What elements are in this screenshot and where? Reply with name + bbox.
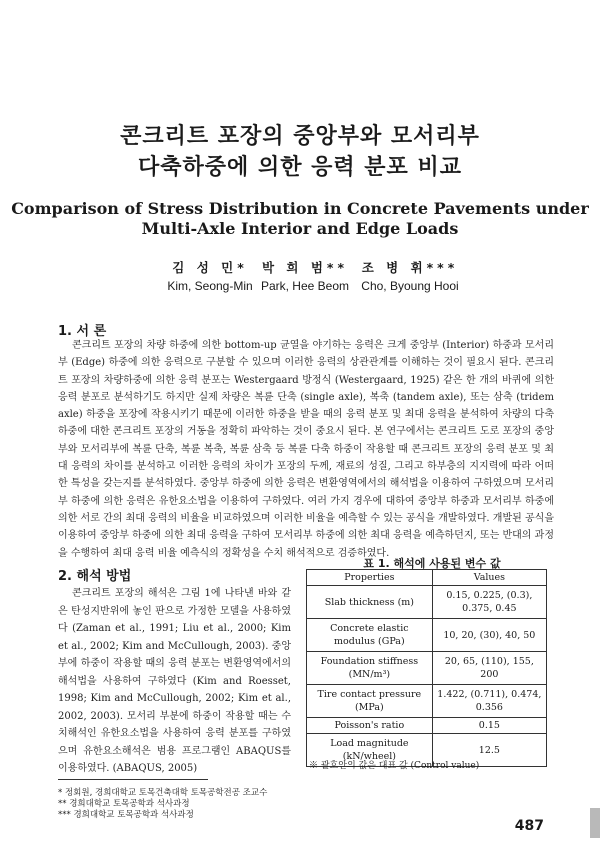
table-cell-property: Concrete elastic modulus (GPa) <box>307 619 433 652</box>
author-name-en: Kim, Seong-Min <box>167 279 253 293</box>
page-number: 487 <box>514 818 544 834</box>
introduction-paragraph: 콘크리트 포장의 차량 하중에 의한 bottom-up 균열을 야기하는 응력은 크게 중앙부 (Interior) 하중과 모서리부 (Edge) 하중에 의한 응력으로 구분할 수 있으며 이러한 응력의 상관관계를 이해하는 것이 필요시 된다. 콘크리트 포장의 차량하중에 의한 응력 분포는 Westergaard 방정식 (Westergaard, 1925) 같은 한 개의 바퀴에 의한 응력 분포로 분석하기도 하지만 실제 차량은 복륜 단축 (single axle), 복축 (tandem axle), 또는 삼축 (tridem axle) 하중을 포장에 작용시키기 때문에 이러한 하중을 받을 때의 응력 분포 및 최대 응력을 분석하여 차량의 다축 하중에 대한 콘크리트 포장의 거동을 정확히 파악하는 것이 중요시 된다. 본 연구에서는 콘크리트 도로 포장의 중앙부와 모서리부에 복륜 단축, 복륜 복축, 복륜 삼축 등 복륜 다축 하중이 작용할 때 콘크리트 포장의 응력 분포 및 최대 응력의 차이를 분석하고 이러한 응력의 차이가 포장의 두께, 재료의 성질, 그리고 하부층의 지지력에 따라 어떠한 특성을 갖는지를 분석하였다. 중앙부 하중에 의한 응력은 변환영역에서의 해석법을 이용하여 구하였으며 모서리부 하중에 의한 응력은 유한요소법을 이용하여 구하였다. 여러 가지 경우에 대하여 중앙부 하중과 모서리부 하중에 의한 서로 간의 최대 응력의 비율을 비교하였으며 이러한 비율을 예측할 수 있는 공식을 개발하였다. 개발된 공식을 이용하여 중앙부 하중에 의한 최대 응력을 구하여 모서리부 하중에 의한 최대 응력을 예측하던지, 또는 반대의 과정을 수행하여 최대 응력 비율 예측식의 정확성을 수치 해석적으로 검증하였다. <box>58 340 554 559</box>
table-cell-value: 12.5 <box>432 734 546 767</box>
table-cell-value: 0.15, 0.225, (0.3), 0.375, 0.45 <box>432 586 546 619</box>
table-row <box>307 652 547 685</box>
author-name-ko: 조 병 휘*** <box>361 260 459 275</box>
english-title-line-2: Multi-Axle Interior and Edge Loads <box>141 219 459 238</box>
table-cell-property: Load magnitude (kN/wheel) <box>307 734 433 767</box>
table-caption: 표 1. 해석에 사용된 변수 값 <box>363 557 501 570</box>
footnote-2: ** 경희대학교 토목공학과 석사과정 <box>58 799 190 809</box>
korean-title-line-2: 다축하중에 의한 응력 분포 비교 <box>138 155 462 180</box>
table-cell-value: 20, 65, (110), 155, 200 <box>432 652 546 685</box>
table-header-properties: Properties <box>307 570 433 586</box>
section-heading-introduction: 1. 서 론 <box>58 324 107 339</box>
footnote-3: *** 경희대학교 토목공학과 석사과정 <box>58 810 194 820</box>
table-cell-value: 10, 20, (30), 40, 50 <box>432 619 546 652</box>
table-row <box>307 586 547 619</box>
footnote-1: * 정회원, 경희대학교 토목건축대학 토목공학전공 조교수 <box>58 788 268 798</box>
korean-title-line-1: 콘크리트 포장의 중앙부와 모서리부 <box>120 124 480 149</box>
author-name-en: Park, Hee Beom <box>260 279 350 293</box>
table-row <box>307 685 547 718</box>
table-cell-property: Tire contact pressure (MPa) <box>307 685 433 718</box>
parameter-table <box>306 569 547 767</box>
author-name-ko: 김 성 민* <box>172 260 248 275</box>
author-3 <box>345 258 475 293</box>
table-header-row <box>307 570 547 586</box>
edge-tab-decoration <box>590 808 600 838</box>
author-name-ko: 박 희 범** <box>261 260 348 275</box>
table-cell-property: Slab thickness (m) <box>307 586 433 619</box>
table-cell-value: 0.15 <box>432 718 546 734</box>
method-paragraph: 콘크리트 포장의 해석은 그림 1에 나타낸 바와 같은 탄성지반위에 놓인 판으로 가정한 모델을 사용하였다 (Zaman et al., 1991; Liu et al., 2000; Kim et al., 2002; Kim and McCullough, 2003). 중앙부에 하중이 작용할 때의 응력 분포는 변환영역에서의 해석법을 사용하여 구하였다 (Kim and Roesset, 1998; Kim and McCullough, 2002; Kim et al., 2002, 2003). 모서리 부분에 하중이 작용할 때는 수치해석인 유한요소법을 사용하여 응력 분포를 구하였으며 유한요소해석은 범용 프로그램인 ABAQUS를 이용하였다. (ABAQUS, 2005) <box>58 588 291 774</box>
table-header-values: Values <box>432 570 546 586</box>
table-cell-property: Foundation stiffness (MN/m³) <box>307 652 433 685</box>
table-row <box>307 718 547 734</box>
table-note: ※ 괄호안의 값은 대표 값 (Control value) <box>309 761 480 771</box>
footnote-divider <box>58 779 208 780</box>
table-cell-value: 1.422, (0.711), 0.474, 0.356 <box>432 685 546 718</box>
table-row <box>307 619 547 652</box>
english-title-line-1: Comparison of Stress Distribution in Concrete Pavements under <box>11 199 589 218</box>
section-heading-method: 2. 해석 방법 <box>58 569 132 584</box>
author-name-en: Cho, Byoung Hooi <box>361 279 459 293</box>
table-cell-property: Poisson's ratio <box>307 718 433 734</box>
